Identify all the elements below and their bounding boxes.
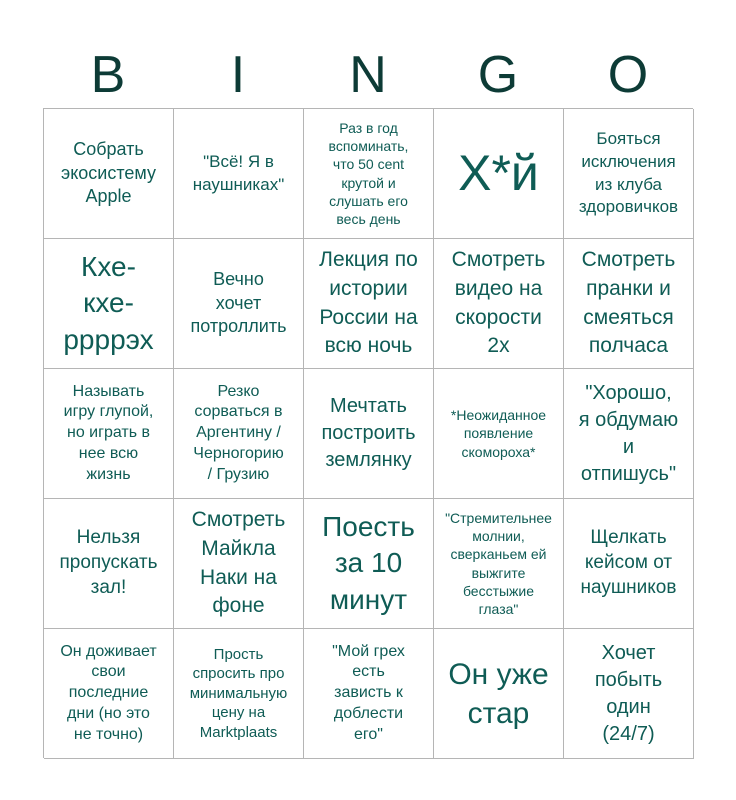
bingo-cell-r4c4[interactable]: "Стремительнее молнии, сверканьем ей выжгите бесстыжие глаза" xyxy=(434,499,564,629)
bingo-cell-r5c5[interactable]: Хочет побыть один (24/7) xyxy=(564,629,694,759)
bingo-cell-r5c3[interactable]: "Мой грех есть зависть к доблести его" xyxy=(304,629,434,759)
header-letter-i: I xyxy=(230,46,246,104)
bingo-cell-r3c3[interactable]: Мечтать построить землянку xyxy=(304,369,434,499)
bingo-cell-r2c2[interactable]: Вечно хочет потроллить xyxy=(174,239,304,369)
bingo-cell-r1c5[interactable]: Бояться исключения из клуба здоровичков xyxy=(564,109,694,239)
bingo-cell-r2c3[interactable]: Лекция по истории России на всю ночь xyxy=(304,239,434,369)
bingo-cell-r4c5[interactable]: Щелкать кейсом от наушников xyxy=(564,499,694,629)
bingo-cell-r2c4[interactable]: Смотреть видео на скорости 2x xyxy=(434,239,564,369)
header-letter-g: G xyxy=(477,46,519,104)
bingo-cell-r4c2[interactable]: Смотреть Майкла Наки на фоне xyxy=(174,499,304,629)
bingo-cell-r5c2[interactable]: Прость спросить про минимальную цену на Marktplaats xyxy=(174,629,304,759)
bingo-cell-r1c1[interactable]: Собрать экосистему Apple xyxy=(44,109,174,239)
bingo-header xyxy=(43,42,693,108)
header-letter-n: N xyxy=(349,46,387,104)
bingo-cell-r3c2[interactable]: Резко сорваться в Аргентину / Черногорию / Грузию xyxy=(174,369,304,499)
bingo-cell-r1c2[interactable]: "Всё! Я в наушниках" xyxy=(174,109,304,239)
bingo-cell-r1c3[interactable]: Раз в год вспоминать, что 50 cent крутой и слушать его весь день xyxy=(304,109,434,239)
bingo-cell-r4c3[interactable]: Поесть за 10 минут xyxy=(304,499,434,629)
header-letter-o: O xyxy=(607,46,649,104)
bingo-cell-r2c5[interactable]: Смотреть пранки и смеяться полчаса xyxy=(564,239,694,369)
bingo-cell-r3c5[interactable]: "Хорошо, я обдумаю и отпишусь" xyxy=(564,369,694,499)
header-letter-b: B xyxy=(90,46,126,104)
bingo-cell-r2c1[interactable]: Кхе- кхе- ррррэх xyxy=(44,239,174,369)
bingo-board xyxy=(43,108,693,758)
bingo-cell-r5c4[interactable]: Он уже стар xyxy=(434,629,564,759)
bingo-cell-r5c1[interactable]: Он доживает свои последние дни (но это не точно) xyxy=(44,629,174,759)
bingo-cell-r4c1[interactable]: Нельзя пропускать зал! xyxy=(44,499,174,629)
bingo-cell-r3c1[interactable]: Называть игру глупой, но играть в нее всю жизнь xyxy=(44,369,174,499)
bingo-cell-r1c4[interactable]: Х*й xyxy=(434,109,564,239)
bingo-cell-r3c4[interactable]: *Неожиданное появление скомороха* xyxy=(434,369,564,499)
